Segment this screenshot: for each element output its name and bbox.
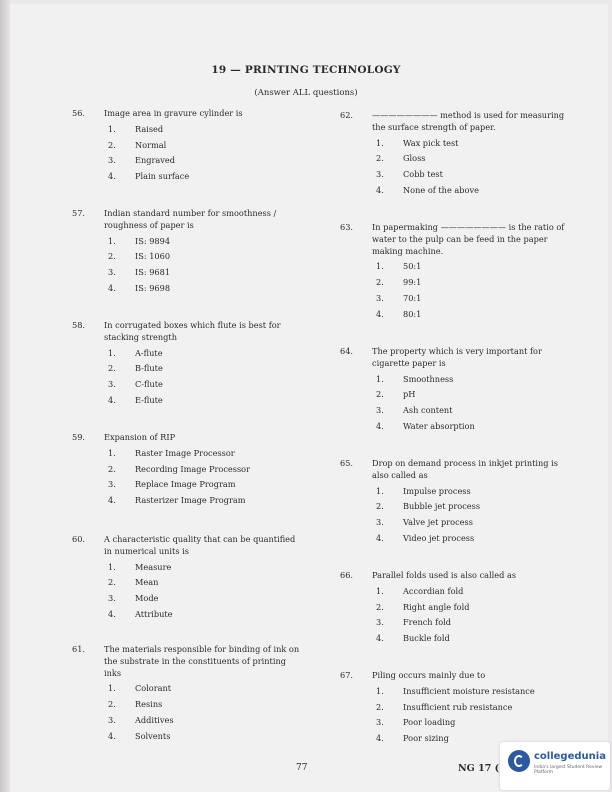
question-text: In corrugated boxes which flute is best for stacking strength: [104, 320, 281, 342]
option-text: 99:1: [403, 277, 422, 288]
option-list: [108, 562, 304, 621]
option-item: [376, 389, 572, 401]
option-text: Insufficient rub resistance: [403, 701, 513, 712]
option-text: IS: 9894: [135, 235, 171, 246]
option-item: [108, 236, 304, 248]
option-text: None of the above: [403, 184, 479, 195]
option-number: 1.: [108, 347, 116, 358]
option-number: 4.: [376, 733, 384, 744]
option-text: Attribute: [135, 608, 173, 619]
option-text: Normal: [135, 139, 167, 150]
question-number: 65.: [340, 458, 354, 468]
option-text: 70:1: [403, 292, 422, 303]
option-number: 2.: [376, 601, 384, 612]
option-number: 2.: [108, 139, 116, 150]
option-text: Colorant: [135, 683, 172, 694]
option-list: [376, 374, 572, 433]
option-list: [108, 448, 304, 507]
option-item: [376, 717, 572, 729]
option-number: 1.: [108, 123, 116, 134]
question-65: [340, 458, 572, 549]
option-item: [108, 731, 304, 743]
option-item: [376, 261, 572, 273]
option-item: [108, 683, 304, 695]
question-text: ———————— method is used for measuring the surface strength of paper.: [372, 110, 565, 132]
option-list: [376, 686, 572, 745]
option-item: [108, 251, 304, 263]
question-60: [72, 534, 304, 625]
option-item: [108, 699, 304, 711]
section-title: 19 — PRINTING TECHNOLOGY: [211, 64, 401, 76]
option-item: [108, 155, 304, 167]
option-item: [108, 348, 304, 360]
option-list: [376, 261, 572, 320]
option-number: 2.: [376, 701, 384, 712]
option-text: IS: 1060: [135, 251, 171, 262]
option-number: 3.: [376, 517, 384, 528]
question-text: Expansion of RIP: [104, 432, 176, 442]
option-number: 3.: [108, 593, 116, 604]
option-item: [108, 124, 304, 136]
question-number: 64.: [340, 346, 354, 356]
question-text: In papermaking ———————— is the ratio of water to the pulp can be feed in the paper making machine.: [372, 222, 565, 256]
option-text: Measure: [135, 561, 172, 572]
option-item: [108, 577, 304, 589]
option-item: [376, 138, 572, 150]
option-item: [108, 715, 304, 727]
option-text: E-flute: [135, 394, 163, 405]
option-number: 1.: [376, 685, 384, 696]
option-text: Gloss: [403, 153, 426, 164]
option-list: [108, 348, 304, 407]
logo-mark: [514, 755, 524, 767]
option-list: [376, 486, 572, 545]
question-text: Parallel folds used is also called as: [372, 570, 517, 580]
option-number: 2.: [108, 363, 116, 374]
option-number: 2.: [376, 389, 384, 400]
option-number: 1.: [376, 137, 384, 148]
option-text: 80:1: [403, 308, 422, 319]
option-number: 3.: [108, 479, 116, 490]
option-number: 1.: [108, 561, 116, 572]
question-text: The property which is very important for cigarette paper is: [372, 346, 542, 368]
option-item: [108, 495, 304, 507]
option-number: 4.: [108, 394, 116, 405]
option-number: 3.: [108, 714, 116, 725]
option-list: [376, 586, 572, 645]
option-item: [376, 686, 572, 698]
question-63: [340, 222, 572, 325]
page-number: 77: [296, 763, 308, 773]
option-item: [108, 363, 304, 375]
option-item: [108, 379, 304, 391]
question-67: [340, 670, 572, 749]
option-item: [108, 464, 304, 476]
option-text: B-flute: [135, 363, 163, 374]
question-text: Image area in gravure cylinder is: [104, 108, 243, 118]
option-text: C-flute: [135, 379, 163, 390]
question-number: 56.: [72, 108, 86, 118]
option-item: [376, 421, 572, 433]
option-list: [108, 124, 304, 183]
option-number: 4.: [376, 633, 384, 644]
option-number: 3.: [376, 292, 384, 303]
question-number: 63.: [340, 222, 354, 232]
option-text: Raised: [135, 123, 164, 134]
question-text: Piling occurs mainly due to: [372, 670, 486, 680]
option-number: 4.: [376, 532, 384, 543]
option-text: Solvents: [135, 730, 171, 741]
option-item: [108, 267, 304, 279]
option-item: [376, 617, 572, 629]
option-item: [376, 374, 572, 386]
question-text: The materials responsible for binding of ink on the substrate in the constituents of printing inks: [104, 644, 300, 678]
option-number: 1.: [376, 261, 384, 272]
option-item: [376, 277, 572, 289]
option-number: 1.: [376, 373, 384, 384]
option-item: [108, 448, 304, 460]
question-56: [72, 108, 304, 187]
option-item: [108, 171, 304, 183]
option-text: Valve jet process: [403, 517, 473, 528]
option-text: Buckle fold: [403, 633, 450, 644]
option-text: IS: 9698: [135, 282, 171, 293]
question-66: [340, 570, 572, 649]
option-text: Ash content: [403, 405, 453, 416]
option-text: Smoothness: [403, 373, 454, 384]
option-number: 1.: [376, 485, 384, 496]
option-item: [376, 169, 572, 181]
option-text: pH: [403, 389, 416, 400]
question-number: 60.: [72, 534, 86, 544]
option-text: Insufficient moisture resistance: [403, 685, 535, 696]
option-text: Mean: [135, 577, 159, 588]
option-text: Water absorption: [403, 420, 475, 431]
option-number: 3.: [108, 379, 116, 390]
option-number: 1.: [108, 683, 116, 694]
watermark-brand: collegedunia: [534, 751, 606, 762]
option-number: 2.: [376, 153, 384, 164]
question-number: 61.: [72, 644, 86, 654]
question-number: 67.: [340, 670, 354, 680]
option-number: 3.: [108, 155, 116, 166]
option-list: [108, 236, 304, 295]
option-list: [376, 138, 572, 197]
option-number: 1.: [108, 235, 116, 246]
option-text: Cobb test: [403, 169, 443, 180]
option-list: [108, 683, 304, 742]
option-text: Poor sizing: [403, 733, 449, 744]
question-59: [72, 432, 304, 511]
option-text: Impulse process: [403, 485, 471, 496]
option-item: [108, 609, 304, 621]
option-number: 2.: [376, 277, 384, 288]
option-text: Additives: [135, 714, 174, 725]
option-text: IS: 9681: [135, 267, 171, 278]
option-number: 1.: [108, 447, 116, 458]
option-text: Engraved: [135, 155, 175, 166]
question-number: 57.: [72, 208, 86, 218]
option-item: [376, 185, 572, 197]
question-number: 62.: [340, 110, 354, 120]
option-item: [376, 586, 572, 598]
option-text: Raster Image Processor: [135, 447, 235, 458]
option-item: [108, 479, 304, 491]
option-item: [376, 153, 572, 165]
option-text: Right angle fold: [403, 601, 470, 612]
option-item: [108, 562, 304, 574]
option-item: [376, 633, 572, 645]
paper-code: NG 17 (: [458, 763, 500, 774]
option-text: Rasterizer Image Program: [135, 495, 246, 506]
option-number: 4.: [108, 495, 116, 506]
option-item: [376, 405, 572, 417]
question-text: Drop on demand process in inkjet printing is also called as: [372, 458, 558, 480]
option-number: 2.: [108, 699, 116, 710]
option-item: [376, 533, 572, 545]
question-57: [72, 208, 304, 299]
option-item: [108, 283, 304, 295]
collegedunia-watermark: [500, 742, 610, 790]
option-text: Bubble jet process: [403, 501, 481, 512]
option-item: [376, 602, 572, 614]
option-item: [376, 517, 572, 529]
option-text: A-flute: [135, 347, 163, 358]
option-number: 4.: [376, 420, 384, 431]
option-number: 4.: [108, 171, 116, 182]
option-item: [376, 501, 572, 513]
question-62: [340, 110, 572, 201]
section-instructions: (Answer ALL questions): [254, 88, 358, 98]
option-item: [108, 395, 304, 407]
option-item: [108, 140, 304, 152]
option-number: 3.: [376, 717, 384, 728]
question-text: Indian standard number for smoothness / roughness of paper is: [104, 208, 277, 230]
option-text: Video jet process: [403, 532, 475, 543]
question-text: A characteristic quality that can be quantified in numerical units is: [104, 534, 296, 556]
question-64: [340, 346, 572, 437]
option-text: Wax pick test: [403, 137, 459, 148]
question-number: 59.: [72, 432, 86, 442]
option-item: [376, 702, 572, 714]
option-number: 4.: [108, 730, 116, 741]
collegedunia-logo-icon: [508, 750, 530, 772]
option-number: 3.: [376, 405, 384, 416]
question-number: 66.: [340, 570, 354, 580]
option-text: Resins: [135, 699, 163, 710]
option-number: 1.: [376, 585, 384, 596]
option-item: [376, 309, 572, 321]
option-number: 3.: [108, 267, 116, 278]
option-number: 4.: [376, 308, 384, 319]
option-text: Mode: [135, 593, 159, 604]
option-text: Accordian fold: [403, 585, 464, 596]
option-number: 4.: [108, 608, 116, 619]
option-item: [108, 593, 304, 605]
watermark-tagline: India's largest Student Review Platform: [534, 765, 603, 775]
option-text: Poor loading: [403, 717, 456, 728]
question-61: [72, 644, 304, 747]
option-number: 4.: [108, 282, 116, 293]
option-item: [376, 293, 572, 305]
question-58: [72, 320, 304, 411]
page-edge-shadow: [0, 0, 10, 792]
option-text: Recording Image Processor: [135, 463, 251, 474]
option-item: [376, 486, 572, 498]
option-number: 3.: [376, 617, 384, 628]
option-number: 4.: [376, 184, 384, 195]
option-number: 2.: [108, 463, 116, 474]
option-text: 50:1: [403, 261, 422, 272]
option-number: 3.: [376, 169, 384, 180]
option-text: French fold: [403, 617, 451, 628]
option-number: 2.: [108, 577, 116, 588]
option-number: 2.: [108, 251, 116, 262]
option-number: 2.: [376, 501, 384, 512]
option-text: Replace Image Program: [135, 479, 236, 490]
option-text: Plain surface: [135, 171, 190, 182]
question-number: 58.: [72, 320, 86, 330]
